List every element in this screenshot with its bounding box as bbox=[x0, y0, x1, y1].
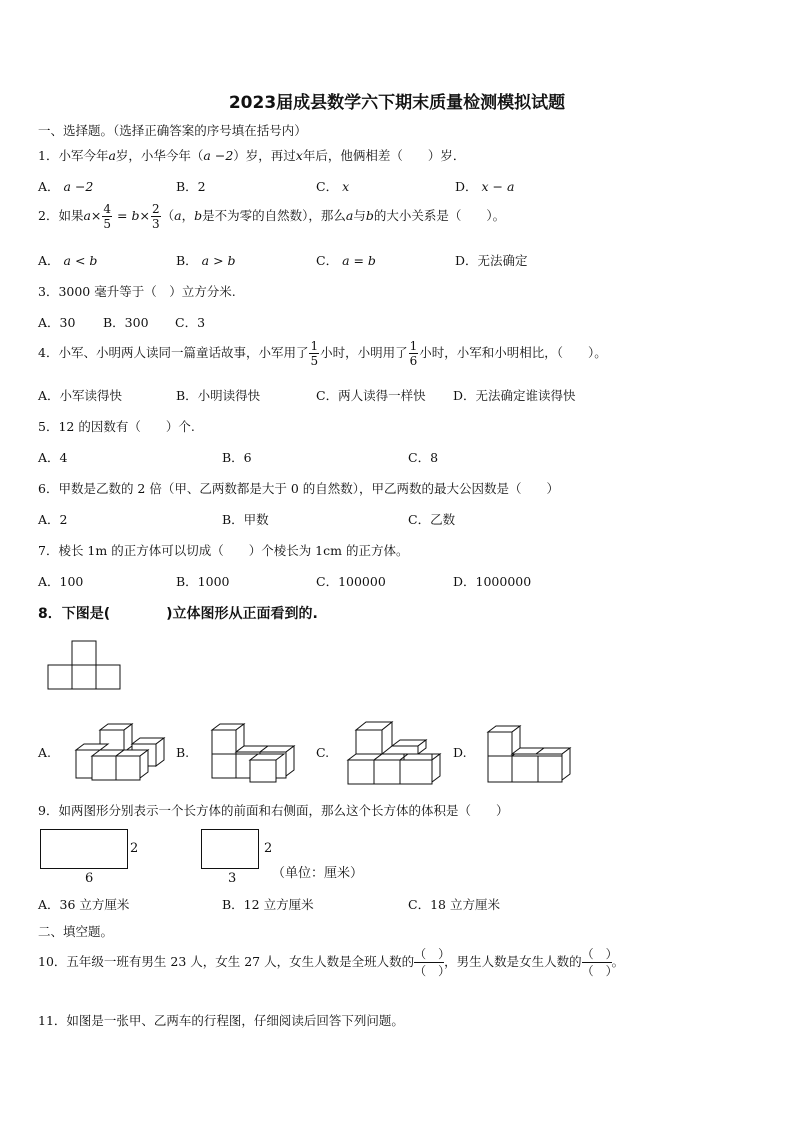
q9-option-b: B．12 立方厘米 bbox=[222, 897, 314, 912]
q4-option-a: A．小军读得快 bbox=[38, 388, 123, 403]
question-10: 10．五年级一班有男生 23 人，女生 27 人，女生人数是全班人数的 $\frac{( )}{( )}$ ，男生人数是女生人数的 $\frac{( )}{( )}$ 。 bbox=[38, 947, 625, 978]
q8-option-d-label: D. bbox=[453, 745, 467, 760]
q8-option-a-figure bbox=[74, 720, 166, 782]
q1-option-c: C． x bbox=[316, 179, 350, 194]
front-face-rect bbox=[40, 829, 128, 869]
section-heading-choice: 一、选择题。（选择正确答案的序号填在括号内） bbox=[38, 123, 307, 138]
q1-option-a: A． a −2 bbox=[38, 179, 94, 194]
q4-option-b: B．小明读得快 bbox=[176, 388, 261, 403]
question-11: 11．如图是一张甲、乙两车的行程图，仔细阅读后回答下列问题。 bbox=[38, 1013, 404, 1028]
q7-option-d: D．1000000 bbox=[453, 574, 532, 589]
question-9: 9．如两图形分别表示一个长方体的前面和右侧面，那么这个长方体的体积是（ ） bbox=[38, 803, 509, 818]
q8-option-c-figure bbox=[346, 718, 444, 784]
q8-option-b-label: B. bbox=[176, 745, 190, 760]
question-5: 5．12 的因数有（ ）个. bbox=[38, 419, 195, 434]
q6-option-a: A．2 bbox=[38, 512, 68, 527]
q5-option-b: B．6 bbox=[222, 450, 252, 465]
fraction-1-5: $\frac{1}{5}$ bbox=[310, 339, 319, 368]
fraction-1-6: $\frac{1}{6}$ bbox=[409, 339, 418, 368]
question-7: 7．棱长 1m 的正方体可以切成（ ）个棱长为 1cm 的正方体。 bbox=[38, 543, 409, 558]
q3-option-b: B．300 bbox=[103, 315, 149, 330]
q6-option-c: C．乙数 bbox=[408, 512, 456, 527]
question-2: 2．如果a× $\frac{4}{5}$ = b× $\frac{2}{3}$ （a，b是不为零的自然数），那么a与b的大小关系是（ ）。 bbox=[38, 202, 506, 231]
front-face-width-label: 6 bbox=[85, 871, 94, 886]
q1-option-d: D． x − a bbox=[455, 179, 515, 194]
blank-fraction-2[interactable]: $\frac{( )}{( )}$ bbox=[581, 947, 618, 978]
var-a: a bbox=[108, 148, 116, 163]
q3-option-a: A．30 bbox=[38, 315, 76, 330]
q2-option-d: D．无法确定 bbox=[455, 253, 528, 268]
q4-option-d: D．无法确定谁读得快 bbox=[453, 388, 576, 403]
q7-option-c: C．100000 bbox=[316, 574, 386, 589]
question-6: 6．甲数是乙数的 2 倍（甲、乙两数都是大于 0 的自然数），甲乙两数的最大公因数是（ ） bbox=[38, 481, 560, 496]
q1-option-b: B．2 bbox=[176, 179, 206, 194]
q5-option-a: A．4 bbox=[38, 450, 68, 465]
page-title: 2023届成县数学六下期末质量检测模拟试题 bbox=[228, 93, 566, 113]
unit-note: （单位：厘米） bbox=[272, 866, 364, 881]
q9-option-c: C．18 立方厘米 bbox=[408, 897, 500, 912]
q9-option-a: A．36 立方厘米 bbox=[38, 897, 130, 912]
q3-option-c: C．3 bbox=[175, 315, 206, 330]
q8-option-c-label: C. bbox=[316, 745, 330, 760]
question-1: 1．小军今年a岁，小华今年（a −2）岁，再过x年后，他俩相差（ ）岁． bbox=[38, 148, 466, 163]
fraction-2-3: $\frac{2}{3}$ bbox=[151, 202, 160, 231]
q2-option-a: A． a < b bbox=[38, 253, 98, 268]
question-3: 3．3000 毫升等于（ ）立方分米. bbox=[38, 284, 236, 299]
q2-option-c: C． a = b bbox=[316, 253, 376, 268]
q8-option-d-figure bbox=[486, 724, 576, 784]
q4-option-c: C．两人读得一样快 bbox=[316, 388, 426, 403]
q6-option-b: B．甲数 bbox=[222, 512, 269, 527]
question-8: 8．下图是( )立体图形从正面看到的. bbox=[38, 606, 318, 622]
question-4: 4．小军、小明两人读同一篇童话故事，小军用了 $\frac{1}{5}$ 小时，小明用了 $\frac{1}{6}$ 小时，小军和小明相比，（ ）。 bbox=[38, 339, 607, 368]
fraction-4-5: $\frac{4}{5}$ bbox=[103, 202, 112, 231]
q5-option-c: C．8 bbox=[408, 450, 439, 465]
blank-fraction-1[interactable]: $\frac{( )}{( )}$ bbox=[414, 947, 451, 978]
front-view-figure bbox=[48, 640, 123, 692]
q7-option-b: B．1000 bbox=[176, 574, 230, 589]
q7-option-a: A．100 bbox=[38, 574, 84, 589]
front-face-height-label: 2 bbox=[130, 841, 139, 856]
q8-option-b-figure bbox=[210, 722, 298, 784]
q2-option-b: B． a > b bbox=[176, 253, 236, 268]
side-face-height-label: 2 bbox=[264, 841, 273, 856]
side-face-rect bbox=[201, 829, 259, 869]
side-face-width-label: 3 bbox=[228, 871, 237, 886]
section-heading-fill: 二、填空题。 bbox=[38, 924, 114, 939]
q8-option-a-label: A. bbox=[38, 745, 52, 760]
